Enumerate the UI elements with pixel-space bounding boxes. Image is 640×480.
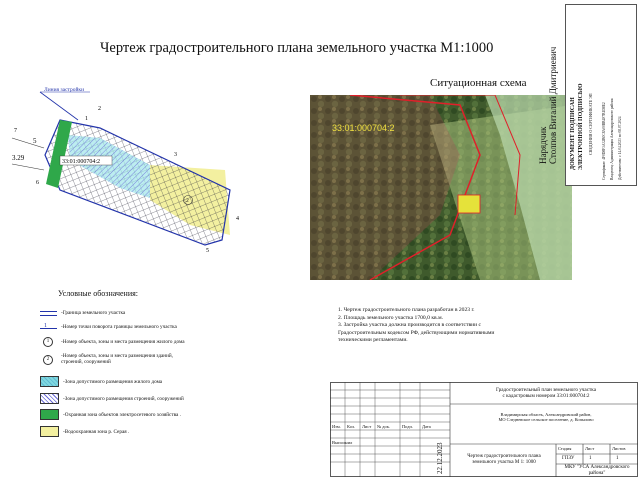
title-block (330, 382, 638, 477)
stage-values: ГПЗУ 1 1 (562, 456, 619, 461)
performed-by-label: Выполнил (332, 440, 353, 445)
building-zone-legend-icon (40, 393, 59, 404)
sheet-title: Чертеж градостроительного плана земельного участка М 1: 1000 (467, 454, 541, 465)
note-line: 2. Площадь земельного участка 1700,0 кв.м. (338, 314, 444, 321)
signature-name: Нарядчик Столпов Виталий Дмитриевич (538, 46, 558, 164)
legend-item: 1 -Номер объекта, зоны и места размещения жилого дома (40, 337, 185, 346)
point-label: 4 (236, 216, 239, 222)
legend-item: -Граница земельного участка (40, 308, 125, 317)
notes-block (338, 307, 568, 345)
legend-title: Условные обозначения: (58, 289, 139, 298)
cadastral-block-label: 33:01:000704:2 (332, 123, 395, 133)
legend-item: 2 -Номер объекта, зоны и места размещения зданий, строений, сооружений (40, 353, 176, 365)
note-line: 3. Застройка участка должна производится в соответствии с (338, 322, 481, 329)
stamp-line4: Сертификат: 4F0D8F3A32B0C8A00BB4F7B1D8E2 (602, 102, 606, 180)
point-label: 3 (174, 152, 177, 158)
legend-item: -Зона допустимого размещения жилого дома (40, 376, 162, 387)
dimension-left: 3.29 (12, 154, 25, 162)
revision-header: Изм. Кол. Лист № док. Подп. Дата (332, 424, 431, 429)
legend-item: -Зона допустимого размещения строений, сооружений (40, 393, 184, 404)
parcel-highlight (458, 195, 480, 213)
signature-block (538, 14, 562, 174)
circle-one-icon: 1 (40, 337, 57, 346)
point-label: 6 (36, 180, 39, 186)
title-block-address: Владимирская область, Александровский район, МО Следневское сельское поселение, д. Копылово (498, 412, 594, 423)
dimension-top: 5 (33, 137, 37, 145)
document-title: Чертеж градостроительного плана земельного участка М1:1000 (100, 40, 494, 56)
vertical-date: 22.12.2023 (436, 442, 444, 474)
point-label: 2 (98, 106, 101, 112)
legend-item: 1 -Номер точки поворота границы земельного участка (40, 322, 177, 331)
building-line-label: Линия застройки (44, 87, 85, 93)
legend-item: -Водоохранная зона р. Серая . (40, 426, 129, 437)
situation-map (310, 95, 572, 280)
boundary-legend-icon (40, 308, 57, 317)
circle-two-icon: 2 (40, 355, 57, 364)
title-block-header: Градостроительный план земельного участка с кадастровым номером 33:01:000704:2 (495, 387, 597, 399)
stamp-line2: ЭЛЕКТРОННОЙ ПОДПИСЬЮ (578, 83, 584, 170)
parcel-drawing (0, 80, 330, 290)
stamp-line6: Действителен: с 14.04.2023 по 08.07.2024 (618, 116, 622, 180)
point-legend-icon: 1 (40, 322, 57, 331)
situation-scheme-title: Ситуационная схема (430, 77, 527, 89)
power-zone-legend-icon (40, 409, 59, 420)
e-signature-stamp (565, 4, 637, 186)
note-line: Градостроительным кодексом РФ, действующими нормативными (338, 329, 495, 336)
house-zone-legend-icon (40, 376, 59, 387)
stage-headers: Стадия Лист Листов (558, 446, 626, 451)
stamp-line3: СВЕДЕНИЯ О СЕРТИФИКАТЕ ЭП (588, 93, 593, 155)
stamp-line5: Владелец: Администрация Александровского района (610, 98, 614, 180)
stamp-line1: ДОКУМЕНТ ПОДПИСАН (570, 97, 576, 170)
legend-item: -Охранная зона объектов электросетевого хозяйства . (40, 409, 181, 420)
zone-number: 2 (186, 198, 189, 204)
note-line: 1. Чертеж градостроительного плана разработан в 2023 г. (338, 307, 475, 313)
point-label: 1 (85, 116, 88, 122)
water-zone-legend-icon (40, 426, 59, 437)
point-label: 7 (14, 128, 17, 134)
parcel-number-label: 33:01:000704:2 (62, 159, 101, 165)
note-line: техническими регламентами. (338, 337, 408, 344)
organization: МКУ "УСА Александровского района" (564, 465, 630, 476)
point-label: 5 (206, 248, 209, 254)
